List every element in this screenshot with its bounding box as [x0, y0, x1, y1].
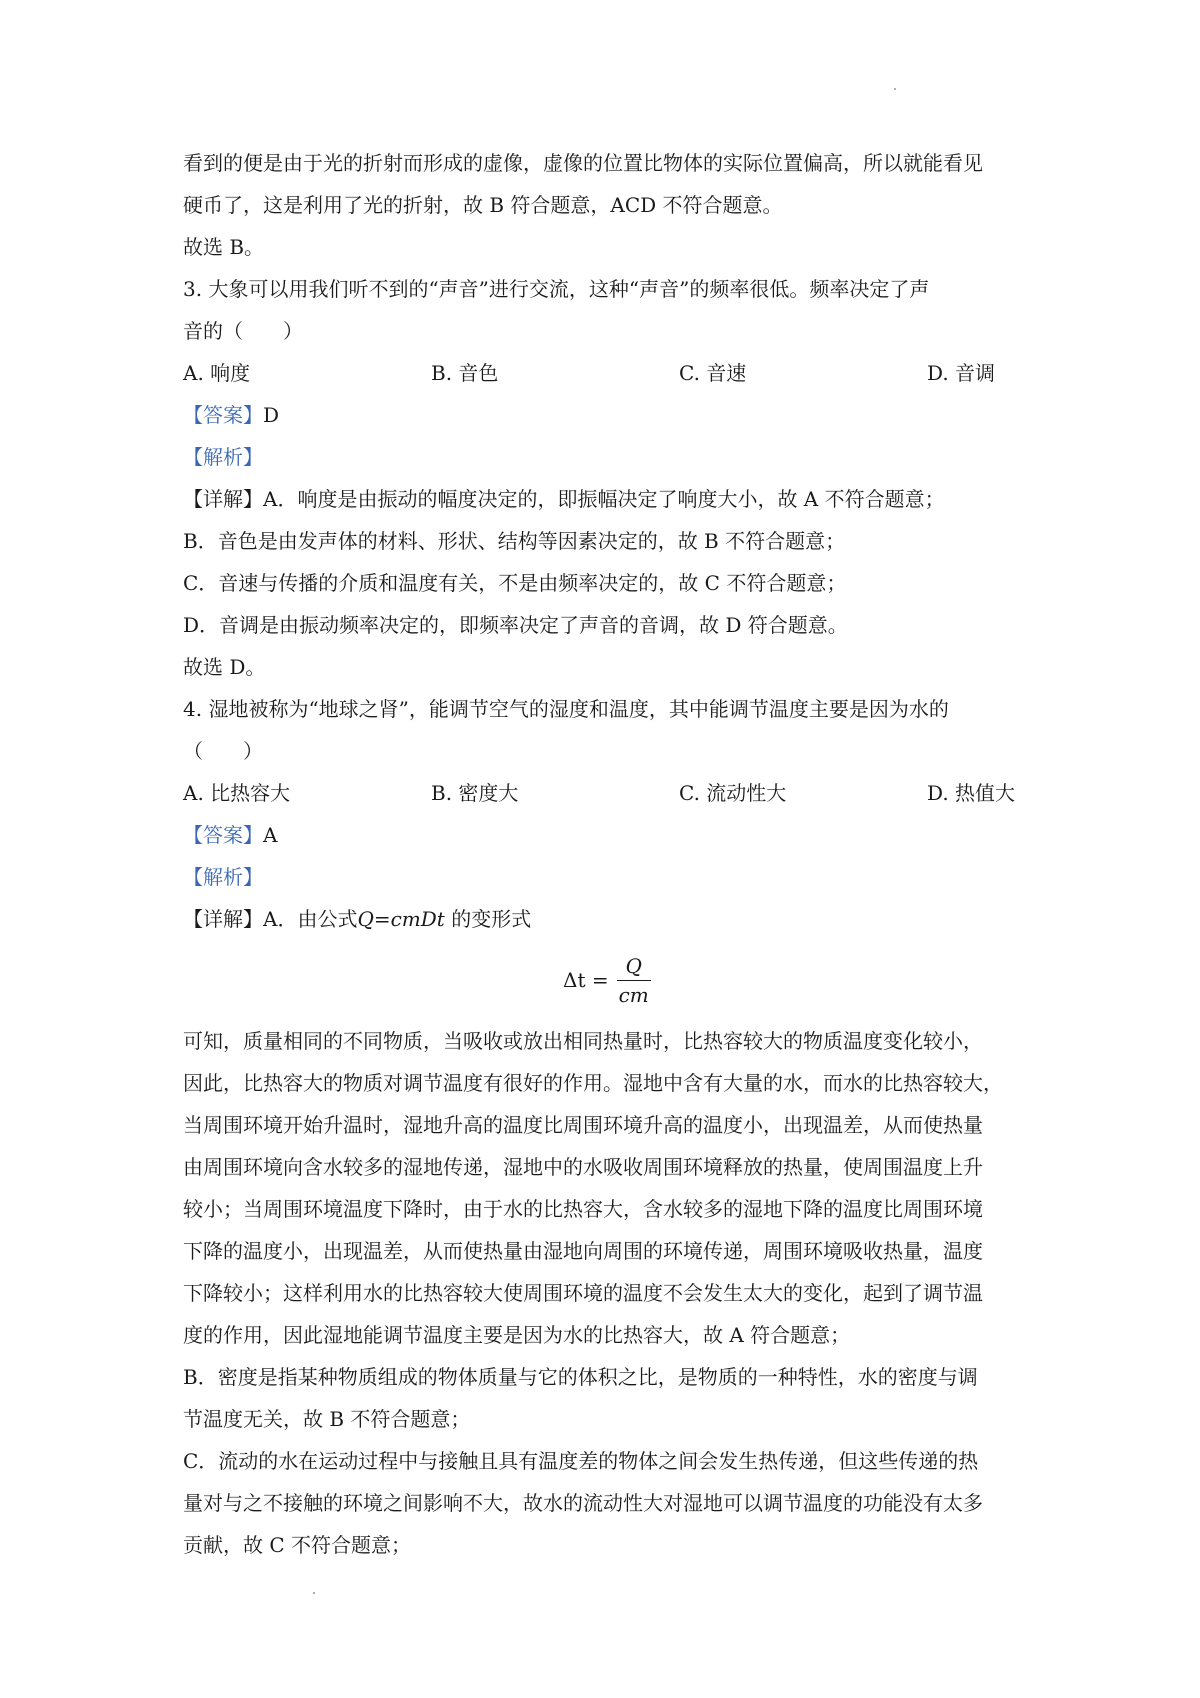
option-a: A. 响度: [183, 361, 251, 385]
question-3-stem: 3. 大象可以用我们听不到的“声音”进行交流，这种“声音”的频率很低。频率决定了声: [183, 277, 930, 301]
detail-line: C．音速与传播的介质和温度有关，不是由频率决定的，故 C 不符合题意；: [183, 571, 847, 595]
page-mark-dot: [894, 88, 896, 90]
analysis-tag: 【解析】: [183, 445, 263, 469]
fraction-denominator: cm: [618, 982, 649, 1007]
option-d: D. 音调: [927, 361, 996, 385]
answer-value: A: [263, 823, 278, 847]
detail-line: 量对与之不接触的环境之间影响不大，故水的流动性大对湿地可以调节温度的功能没有太多: [183, 1491, 983, 1515]
page-mark-dot: [313, 1592, 315, 1594]
display-formula: [183, 940, 1026, 1020]
detail-line: 【详解】A．响度是由振动的幅度决定的，即振幅决定了响度大小，故 A 不符合题意；: [183, 487, 945, 511]
detail-line: 可知，质量相同的不同物质，当吸收或放出相同热量时，比热容较大的物质温度变化较小，: [183, 1029, 983, 1053]
question-3-options: [183, 352, 1026, 394]
detail-line: 节温度无关，故 B 不符合题意；: [183, 1407, 471, 1431]
option-c: C. 音速: [679, 361, 747, 385]
detail-line: 因此，比热容大的物质对调节温度有很好的作用。湿地中含有大量的水，而水的比热容较大，: [183, 1071, 1003, 1095]
detail-line: B．音色是由发声体的材料、形状、结构等因素决定的，故 B 不符合题意；: [183, 529, 846, 553]
option-b: B. 密度大: [431, 781, 519, 805]
detail-line: 下降的温度小，出现温差，从而使热量由湿地向周围的环境传递，周围环境吸收热量，温度: [183, 1239, 983, 1263]
detail-line: B．密度是指某种物质组成的物体质量与它的体积之比，是物质的一种特性，水的密度与调: [183, 1365, 978, 1389]
fraction-numerator: Q: [625, 953, 642, 978]
detail-line: 度的作用，因此湿地能调节温度主要是因为水的比热容大，故 A 符合题意；: [183, 1323, 851, 1347]
detail-intro-suffix: 的变形式: [451, 907, 532, 931]
option-b: B. 音色: [431, 361, 499, 385]
detail-line: 贡献，故 C 不符合题意；: [183, 1533, 412, 1557]
question-4-options: [183, 772, 1026, 814]
detail-line: 较小；当周围环境温度下降时，由于水的比热容大，含水较多的湿地下降的温度比周围环境: [183, 1197, 983, 1221]
question-4-stem: 4. 湿地被称为“地球之肾”，能调节空气的湿度和温度，其中能调节温度主要是因为水的: [183, 697, 949, 721]
option-c: C. 流动性大: [679, 781, 787, 805]
detail-intro: 【详解】A．由公式: [183, 907, 358, 931]
detail-line: [183, 898, 1026, 940]
inline-formula: Q=cmDt: [357, 907, 445, 931]
detail-line: 下降较小；这样利用水的比热容较大使周围环境的温度不会发生太大的变化，起到了调节温: [183, 1281, 983, 1305]
option-d: D. 热值大: [927, 781, 1016, 805]
text-line: 硬币了，这是利用了光的折射，故 B 符合题意，ACD 不符合题意。: [183, 193, 783, 217]
detail-line: 故选 D。: [183, 655, 266, 679]
analysis-tag: 【解析】: [183, 865, 263, 889]
detail-line: 由周围环境向含水较多的湿地传递，湿地中的水吸收周围环境释放的热量，使周围温度上升: [183, 1155, 983, 1179]
fraction: [617, 952, 651, 1009]
answer-value: D: [263, 403, 280, 427]
answer-tag: 【答案】: [183, 403, 263, 427]
option-a: A. 比热容大: [183, 781, 291, 805]
text-line: 看到的便是由于光的折射而形成的虚像，虚像的位置比物体的实际位置偏高，所以就能看见: [183, 151, 983, 175]
formula-lhs: Δt =: [563, 968, 609, 992]
question-4-stem: （ ）: [183, 739, 263, 763]
detail-line: 当周围环境开始升温时，湿地升高的温度比周围环境升高的温度小，出现温差，从而使热量: [183, 1113, 983, 1137]
text-line: 故选 B。: [183, 235, 265, 259]
document-content: [183, 142, 1026, 1566]
detail-line: C．流动的水在运动过程中与接触且具有温度差的物体之间会发生热传递，但这些传递的热: [183, 1449, 979, 1473]
question-3-stem: 音的（ ）: [183, 319, 303, 343]
question-3-answer: [183, 394, 1026, 436]
detail-line: D．音调是由振动频率决定的，即频率决定了声音的音调，故 D 符合题意。: [183, 613, 848, 637]
question-4-answer: [183, 814, 1026, 856]
answer-tag: 【答案】: [183, 823, 263, 847]
